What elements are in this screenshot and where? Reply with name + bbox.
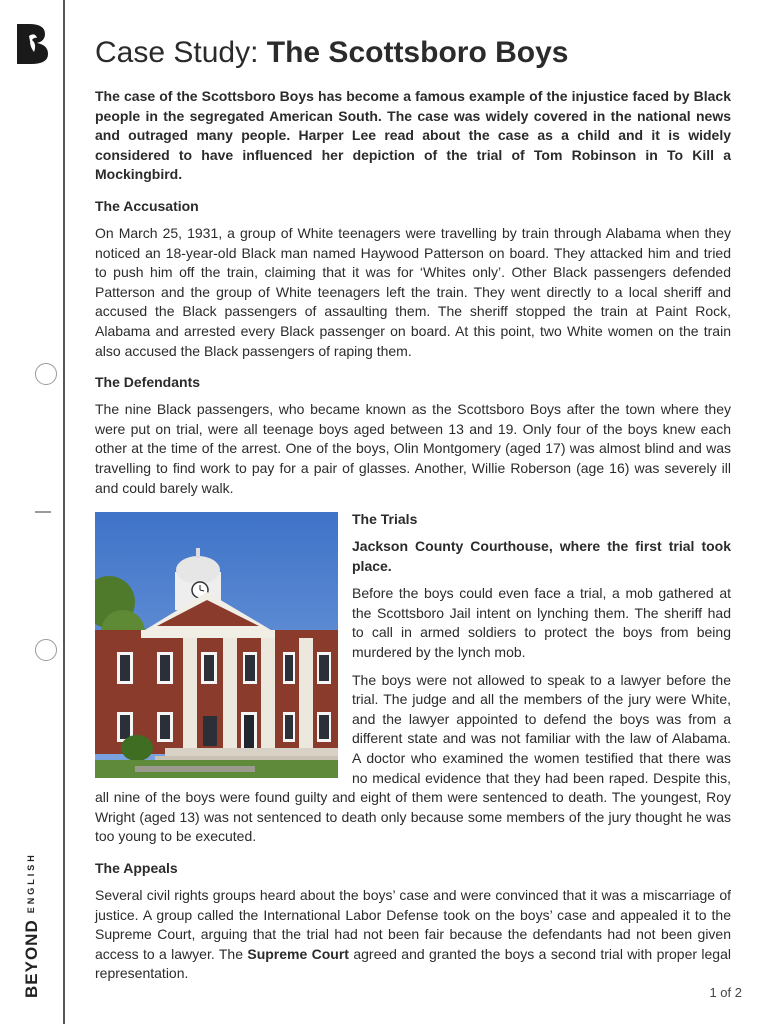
section-appeals (95, 859, 731, 984)
page-title (95, 33, 731, 73)
section-accusation (95, 197, 731, 361)
punch-hole-mark (35, 511, 51, 513)
appeals-text-after: agreed and granted the boys a second trial with proper legal representation. (95, 945, 731, 982)
title-main: The Scottsboro Boys (266, 36, 569, 69)
punch-hole-top (35, 363, 57, 385)
section-heading: The Accusation (95, 197, 199, 214)
section-heading: The Appeals (95, 860, 178, 876)
margin-rule (63, 0, 65, 1024)
section-body: On March 25, 1931, a group of White teenagers were travelling by train through Alabama when they noticed an 18-year-old Black man named Haywood Patterson on board. They attacked him and tried to push him off the train, claiming that it was for ‘Whites only’. Other Black passengers defended Patterson and the group of White teenagers left the train. They went directly to a local sheriff and accused the Black passengers of assaulting them. The sheriff stopped the train at Paint Rock, Alabama and arrested every Black passenger on board. At this point, two White women on the train also accused the Black passengers of raping them. (95, 224, 731, 359)
page-number: 1 of 2 (709, 985, 742, 1000)
photo-caption: Jackson County Courthouse, where the first trial took place. (352, 538, 731, 574)
section-body: Before the boys could even face a trial, a mob gathered at the Scottsboro Jail intent on lynching them. The sheriff had to call in armed soldiers to protect the boys from being murdered by the lynch mob. (352, 585, 731, 661)
intro-paragraph: The case of the Scottsboro Boys has become a famous example of the injustice faced by Black people in the segregated American South. The case was widely covered in the national news and outraged many people. Harper Lee read about the case as a child and it is widely considered to have influenced her depiction of the trial of Tom Robinson in To Kill a Mockingbird. (95, 88, 731, 183)
title-prefix: Case Study: (95, 36, 267, 69)
document-content (95, 33, 731, 996)
section-defendants (95, 373, 731, 498)
punch-hole-bottom (35, 639, 57, 661)
section-heading: The Defendants (95, 374, 201, 391)
appeals-text-before: Several civil rights groups heard about the boys’ case and were convinced that it was a miscarriage of justice. A group called the International Labor Defense took on the boys’ case and appealed it to the Supreme Court, arguing that the trial had not been fair because the defendants had not been given access to a lawyer. The (95, 887, 731, 962)
courthouse-photo (95, 512, 338, 778)
section-body: The boys were not allowed to speak to a lawyer before the trial. The judge and all the members of the jury were White, and the lawyer appointed to defend the boys was from a different state and was not familiar with the law of Alabama. A doctor who examined the women testified that there was no medical evidence that they had been raped. Despite this, all nine of the boys were found guilty and eight of them were sentenced to death. The youngest, Roy Wright (aged 13) was not sentenced to death only because some members of the jury thought he was too young to be executed. (95, 671, 731, 845)
side-brand (22, 852, 42, 998)
beyond-b-logo-icon (15, 22, 51, 66)
section-body: The nine Black passengers, who became known as the Scottsboro Boys after the town where they were put on trial, were all teenage boys aged between 13 and 19. Only four of the boys knew each other at the time of the arrest. One of the boys, Olin Montgomery (aged 17) was almost blind and was travelling to find work to pay for a pair of glasses. Another, Willie Roberson (age 16) was severely ill and could barely walk. (95, 401, 731, 496)
brand-subname: ENGLISH (26, 852, 36, 914)
section-heading: The Trials (352, 511, 418, 528)
section-body (95, 886, 731, 984)
brand-name: BEYOND (22, 919, 41, 998)
supreme-court-emphasis: Supreme Court (247, 945, 349, 962)
section-trials (95, 510, 731, 847)
